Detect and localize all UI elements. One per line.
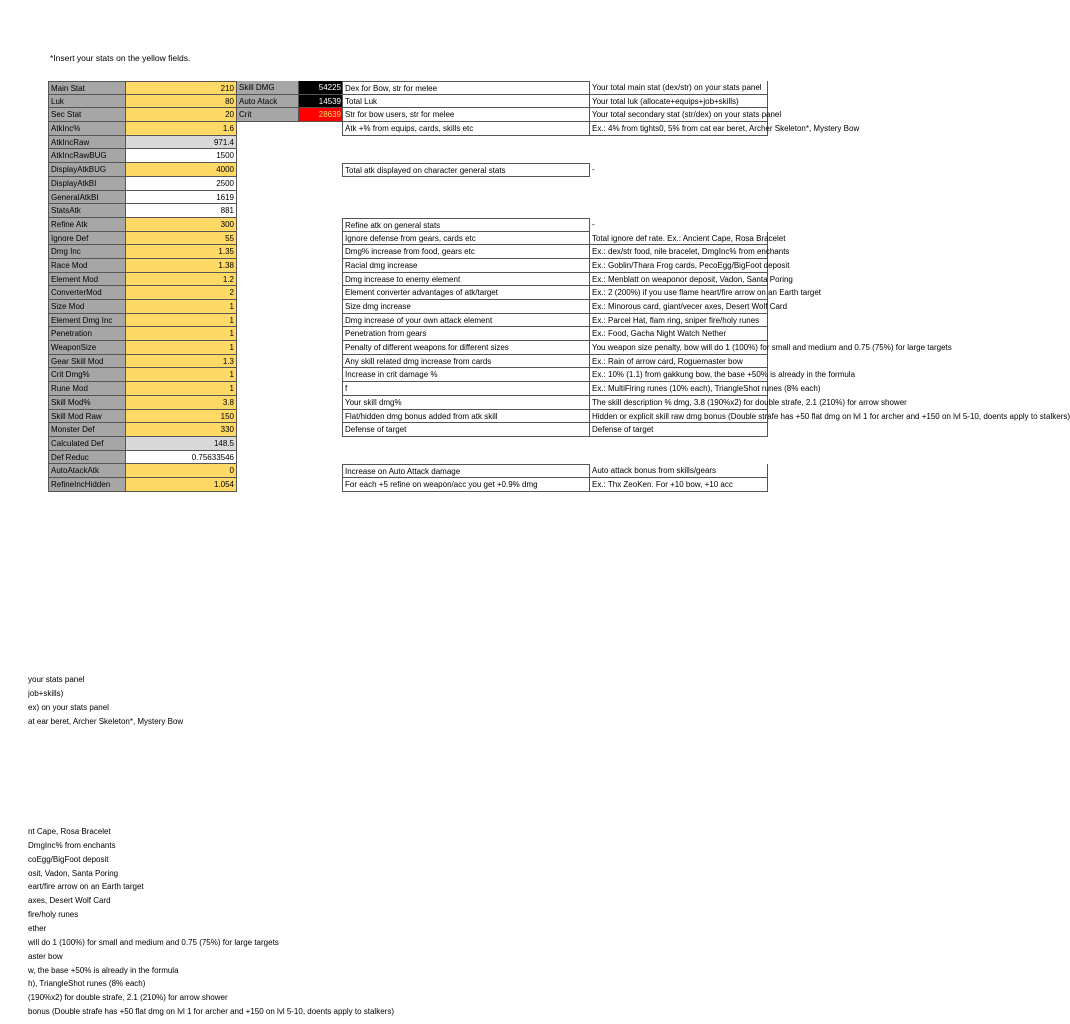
description-cell: Penalty of different weapons for different sizes — [342, 341, 590, 355]
example-cell: Your total luk (allocate+equips+job+skills) — [590, 95, 768, 109]
description-cell: Atk +% from equips, cards, skills etc — [342, 122, 590, 136]
sheet-row — [48, 437, 768, 451]
stat-label: Calculated Def — [48, 437, 126, 451]
description-cell: Element converter advantages of atk/target — [342, 286, 590, 300]
stat-value-cell[interactable]: 1.2 — [126, 273, 237, 287]
stat-label: DisplayAtkBUG — [48, 163, 126, 177]
overflow-text-line: axes, Desert Wolf Card — [28, 896, 111, 906]
example-cell: Ex.: MultiFiring runes (10% each), TriangleShot runes (8% each) — [590, 382, 768, 396]
description-cell: Total atk displayed on character general stats — [342, 163, 590, 177]
description-cell: Increase in crit damage % — [342, 368, 590, 382]
sheet-row — [48, 355, 768, 369]
overflow-text-line: nt Cape, Rosa Bracelet — [28, 827, 111, 836]
sheet-row — [48, 191, 768, 205]
description-cell: Any skill related dmg increase from cards — [342, 355, 590, 369]
sheet-row — [48, 81, 768, 95]
stat-value-cell: 2500 — [126, 177, 237, 191]
stat-label: Dmg Inc — [48, 245, 126, 259]
description-cell: Dmg% increase from food, gears etc — [342, 245, 590, 259]
stat-label: Element Dmg Inc — [48, 314, 126, 328]
stat-label: Sec Stat — [48, 108, 126, 122]
overflow-text-line: (190%x2) for double strafe, 2.1 (210%) for arrow shower — [28, 993, 228, 1003]
stat-value-cell[interactable]: 1 — [126, 368, 237, 382]
stat-value-cell[interactable]: 1 — [126, 300, 237, 314]
stat-label: AtkInc% — [48, 122, 126, 136]
stat-value-cell[interactable]: 0 — [126, 464, 237, 478]
sheet-row — [48, 218, 768, 232]
example-cell: Ex.: 2 (200%) if you use flame heart/fire arrow on an Earth target — [590, 286, 768, 300]
description-cell: f — [342, 382, 590, 396]
stat-label: RefineIncHidden — [48, 478, 126, 492]
sheet-row — [48, 300, 788, 314]
stat-value-cell[interactable]: 1.35 — [126, 245, 237, 259]
sheet-row — [48, 149, 768, 163]
sheet-row — [48, 122, 860, 136]
stat-label: GeneralAtkBI — [48, 191, 126, 205]
result-value: 28639 — [299, 108, 342, 122]
sheet-row — [48, 286, 821, 300]
stat-label: Element Mod — [48, 273, 126, 287]
result-label: Auto Atack — [237, 95, 299, 109]
stat-value-cell[interactable]: 150 — [126, 410, 237, 424]
stat-value-cell[interactable]: 1.054 — [126, 478, 237, 492]
stat-value-cell[interactable]: 1.3 — [126, 355, 237, 369]
stat-value-cell: 148.5 — [126, 437, 237, 451]
stat-value-cell: 971.4 — [126, 136, 237, 150]
result-label: Crit — [237, 108, 299, 122]
stat-label: AtkIncRawBUG — [48, 149, 126, 163]
sheet-row — [48, 368, 856, 382]
stat-value-cell[interactable]: 1 — [126, 382, 237, 396]
stat-value-cell[interactable]: 80 — [126, 95, 237, 109]
example-cell: Ex.: Rain of arrow card, Roguemaster bow — [590, 355, 768, 369]
overflow-text-line: at ear beret, Archer Skeleton*, Mystery Bow — [28, 716, 184, 726]
stat-label: Def Reduc — [48, 451, 126, 465]
stat-value-cell[interactable]: 1 — [126, 327, 237, 341]
stat-value-cell[interactable]: 1.38 — [126, 259, 237, 273]
overflow-text-line: will do 1 (100%) for small and medium and 0.75 (75%) for large targets — [28, 937, 279, 947]
description-cell: Str for bow users, str for melee — [342, 108, 590, 122]
example-cell: Ex.: Parcel Hat, flam ring, sniper fire/holy runes — [590, 314, 768, 328]
example-cell: Your total main stat (dex/str) on your stats panel — [590, 81, 768, 95]
description-cell: Flat/hidden dmg bonus added from atk skill — [342, 410, 590, 424]
description-cell: Your skill dmg% — [342, 396, 590, 410]
example-cell: Hidden or explicit skill raw dmg bonus (Double strafe has +50 flat dmg on lvl 1 for archer and +150 on lvl 5-10, doents apply to stalkers) — [590, 410, 768, 424]
stat-label: Monster Def — [48, 423, 126, 437]
stat-value-cell: 0.75633546 — [126, 451, 237, 465]
stat-value-cell[interactable]: 4000 — [126, 163, 237, 177]
stat-label: Gear Skill Mod — [48, 355, 126, 369]
description-cell: Total Luk — [342, 95, 590, 109]
sheet-row — [48, 163, 768, 177]
overflow-text-line: your stats panel — [28, 675, 85, 684]
overflow-text-line: h), TriangleShot runes (8% each) — [28, 979, 146, 989]
stat-value-cell: 1619 — [126, 191, 237, 205]
stat-value-cell[interactable]: 210 — [126, 81, 237, 95]
description-cell: Racial dmg increase — [342, 259, 590, 273]
overflow-text-line: osit, Vadon, Santa Poring — [28, 868, 119, 878]
stat-label: Skill Mod% — [48, 396, 126, 410]
example-cell: - — [592, 219, 595, 229]
stat-label: WeaponSize — [48, 341, 126, 355]
description-cell: Penetration from gears — [342, 327, 590, 341]
stat-label: Main Stat — [48, 81, 126, 95]
example-cell: Ex.: dex/str food, nile bracelet, DmgInc% from enchants — [590, 245, 768, 259]
sheet-row — [48, 464, 768, 478]
result-value: 54225 — [299, 81, 342, 95]
sheet-row — [48, 410, 1070, 424]
sheet-row — [48, 136, 768, 150]
example-cell: Defense of target — [590, 423, 768, 437]
stat-label: AutoAtackAtk — [48, 464, 126, 478]
stat-value-cell: 1500 — [126, 149, 237, 163]
overflow-text-line: aster bow — [28, 951, 63, 961]
overflow-text-line: ether — [28, 923, 47, 933]
sheet-row — [48, 396, 907, 410]
stat-label: Refine Atk — [48, 218, 126, 232]
overflow-text-line: eart/fire arrow on an Earth target — [28, 882, 144, 892]
example-cell: The skill description % dmg, 3.8 (190%x2) for double strafe, 2.1 (210%) for arrow shower — [590, 396, 768, 410]
sheet-row — [48, 423, 768, 437]
overflow-text-line: ex) on your stats panel — [28, 702, 109, 712]
example-cell: Total ignore def rate. Ex.: Ancient Cape, Rosa Bracelet — [590, 232, 768, 246]
sheet-row — [48, 327, 768, 341]
stat-label: Ignore Def — [48, 232, 126, 246]
stat-label: DisplayAtkBI — [48, 177, 126, 191]
stat-value-cell[interactable]: 300 — [126, 218, 237, 232]
example-cell: Ex.: Minorous card, giant/vecer axes, Desert Wolf Card — [590, 300, 768, 314]
sheet-row — [48, 451, 768, 465]
stat-value-cell[interactable]: 1 — [126, 314, 237, 328]
description-cell: Dmg increase to enemy element — [342, 273, 590, 287]
sheet-row — [48, 382, 821, 396]
sheet-row — [48, 177, 768, 191]
overflow-text-line: DmgInc% from enchants — [28, 840, 116, 850]
description-cell: Ignore defense from gears, cards etc — [342, 232, 590, 246]
example-cell: Ex.: Menblatt on weaponor deposit, Vadon, Santa Poring — [590, 273, 768, 287]
stat-label: Size Mod — [48, 300, 126, 314]
stat-value-cell[interactable]: 3.8 — [126, 396, 237, 410]
sheet-row — [48, 232, 786, 246]
sheet-row — [48, 314, 768, 328]
stat-value-cell[interactable]: 55 — [126, 232, 237, 246]
stat-label: ConverterMod — [48, 286, 126, 300]
example-cell: Your total secondary stat (str/dex) on your stats panel — [590, 108, 768, 122]
example-cell: Ex.: Goblin/Thara Frog cards, PecoEgg/BigFoot deposit — [590, 259, 768, 273]
stat-value-cell[interactable]: 1.6 — [126, 122, 237, 136]
overflow-text-line: coEgg/BigFoot deposit — [28, 854, 109, 864]
overflow-text-line: w, the base +50% is already in the formula — [28, 965, 179, 975]
sheet-row — [48, 341, 952, 355]
sheet-row — [48, 478, 768, 492]
description-cell: Defense of target — [342, 423, 590, 437]
stat-label: AtkIncRaw — [48, 136, 126, 150]
example-cell: Auto attack bonus from skills/gears — [590, 464, 768, 478]
sheet-row — [48, 259, 790, 273]
stat-value-cell: 881 — [126, 204, 237, 218]
overflow-text-line: job+skills) — [28, 688, 64, 698]
stats-sheet — [48, 81, 1070, 492]
stat-value-cell[interactable]: 330 — [126, 423, 237, 437]
example-cell: Ex.: 4% from tights0, 5% from cat ear beret, Archer Skeleton*, Mystery Bow — [590, 122, 768, 136]
instruction-note: *Insert your stats on the yellow fields. — [50, 53, 191, 63]
stat-label: Rune Mod — [48, 382, 126, 396]
sheet-row — [48, 273, 793, 287]
example-cell: - — [592, 165, 595, 175]
example-cell: You weapon size penalty, bow will do 1 (100%) for small and medium and 0.75 (75%) for large targets — [590, 341, 768, 355]
description-cell: For each +5 refine on weapon/acc you get +0.9% dmg — [342, 478, 590, 492]
overflow-text-line: fire/holy runes — [28, 910, 79, 920]
sheet-row — [48, 95, 768, 109]
example-cell: Ex.: Food, Gacha Night Watch Nether — [590, 327, 768, 341]
overflow-text-line: bonus (Double strafe has +50 flat dmg on lvl 1 for archer and +150 on lvl 5-10, doents apply to stalkers) — [28, 1007, 394, 1017]
example-cell: Ex.: 10% (1.1) from gakkung bow, the base +50% is already in the formula — [590, 368, 768, 382]
description-cell: Increase on Auto Attack damage — [342, 464, 590, 478]
sheet-row — [48, 245, 790, 259]
stat-label: Race Mod — [48, 259, 126, 273]
stat-label: Luk — [48, 95, 126, 109]
description-cell: Dex for Bow, str for melee — [342, 81, 590, 95]
stat-value-cell[interactable]: 1 — [126, 341, 237, 355]
stat-value-cell[interactable]: 20 — [126, 108, 237, 122]
sheet-row — [48, 204, 768, 218]
stat-label: StatsAtk — [48, 204, 126, 218]
stat-label: Skill Mod Raw — [48, 410, 126, 424]
stat-label: Crit Dmg% — [48, 368, 126, 382]
description-cell: Dmg increase of your own attack element — [342, 314, 590, 328]
result-label: Skill DMG — [237, 81, 299, 95]
example-cell: Ex.: Thx ZeoKen. For +10 bow, +10 acc — [590, 478, 768, 492]
description-cell: Refine atk on general stats — [342, 218, 590, 232]
stat-label: Penetration — [48, 327, 126, 341]
result-value: 14539 — [299, 95, 342, 109]
stat-value-cell[interactable]: 2 — [126, 286, 237, 300]
sheet-row — [48, 108, 782, 122]
description-cell: Size dmg increase — [342, 300, 590, 314]
